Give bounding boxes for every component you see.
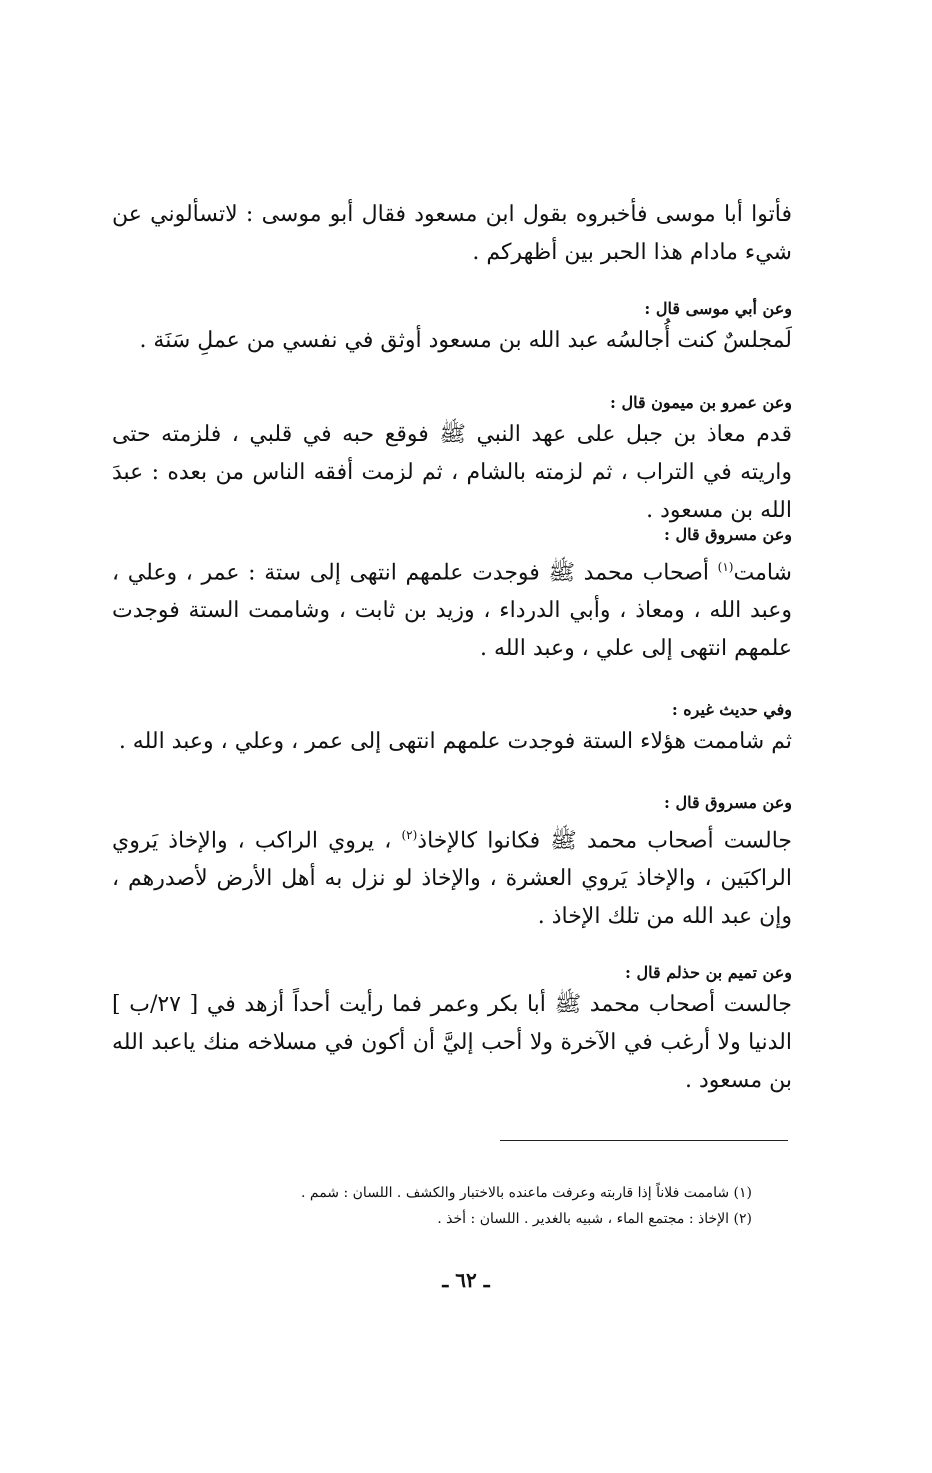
paragraph: ثم شاممت هؤلاء الستة فوجدت علمهم انتهى إلى عمر ، وعلي ، وعبد الله . (118, 729, 792, 754)
footnote-2: (٢) الإخاذ : مجتمع الماء ، شبيه بالغدير . اللسان : أخذ . (437, 1211, 752, 1227)
paragraph-text: جالست أصحاب محمد ﷺ فكانوا كالإخاذ (417, 828, 792, 854)
footnotes (192, 1180, 752, 1232)
paragraph: فأتوا أبا موسى فأخبروه بقول ابن مسعود فقال أبو موسى : لاتسألوني عن شيء مادام هذا الحبر بين أظهركم . (112, 202, 792, 265)
text-block-3 (112, 390, 792, 530)
footnote-divider (500, 1140, 788, 1141)
paragraph-text: ، يروي الراكب ، والإخاذ يَروي الراكبَين ، والإخاذ يَروي العشرة ، والإخاذ لو نزل به أهل الأرض لأصدرهم ، وإن عبد الله من تلك الإخاذ . (112, 828, 792, 930)
page-number: ـ ٦٢ ـ (442, 1268, 490, 1292)
paragraph: جالست أصحاب محمد ﷺ أبا بكر وعمر فما رأيت أحداً أزهد في [ ٢٧/ب ] الدنيا ولا أرغب في الآخرة ولا أحب إليَّ أن أكون في مسلاخه منك ياعبد الله بن مسعود . (112, 992, 792, 1093)
narration-heading: وعن مسروق قال : (663, 525, 792, 544)
narration-heading: وعن مسروق قال : (663, 793, 792, 812)
paragraph-text: شامت (733, 560, 792, 586)
text-block-2 (112, 296, 792, 360)
text-block-5 (112, 697, 792, 761)
paragraph (112, 816, 792, 936)
paragraph (112, 548, 792, 668)
narration-heading: وفي حديث غيره : (671, 700, 792, 719)
footnote-marker: (٢) (401, 828, 418, 842)
text-block-7 (112, 960, 792, 1100)
footnote-marker: (١) (717, 560, 734, 574)
footnote-1: (١) شاممت فلاناً إذا قاربته وعرفت ماعنده بالاختبار والكشف . اللسان : شمم . (300, 1185, 752, 1201)
text-block-1 (112, 196, 792, 272)
text-block-4 (112, 522, 792, 668)
narration-heading: وعن عمرو بن ميمون قال : (609, 393, 792, 412)
paragraph-text: أصحاب محمد ﷺ فوجدت علمهم انتهى إلى ستة : عمر ، وعلي ، وعبد الله ، ومعاذ ، وأبي الدرداء ، وزيد بن ثابت ، وشاممت الستة فوجدت علمهم انتهى إلى علي ، وعبد الله . (112, 560, 792, 662)
narration-heading: وعن أبي موسى قال : (644, 299, 792, 318)
text-block-6 (112, 790, 792, 936)
paragraph: قدم معاذ بن جبل على عهد النبي ﷺ فوقع حبه في قلبي ، فلزمته حتى واريته في التراب ، ثم لزمته بالشام ، ثم لزمت أفقه الناس من بعده : عبدَ الله بن مسعود . (112, 422, 792, 523)
narration-heading: وعن تميم بن حذلم قال : (625, 963, 792, 982)
paragraph: لَمجلسٌ كنت أُجالسُه عبد الله بن مسعود أوثق في نفسي من عملِ سَنَة . (139, 328, 792, 353)
